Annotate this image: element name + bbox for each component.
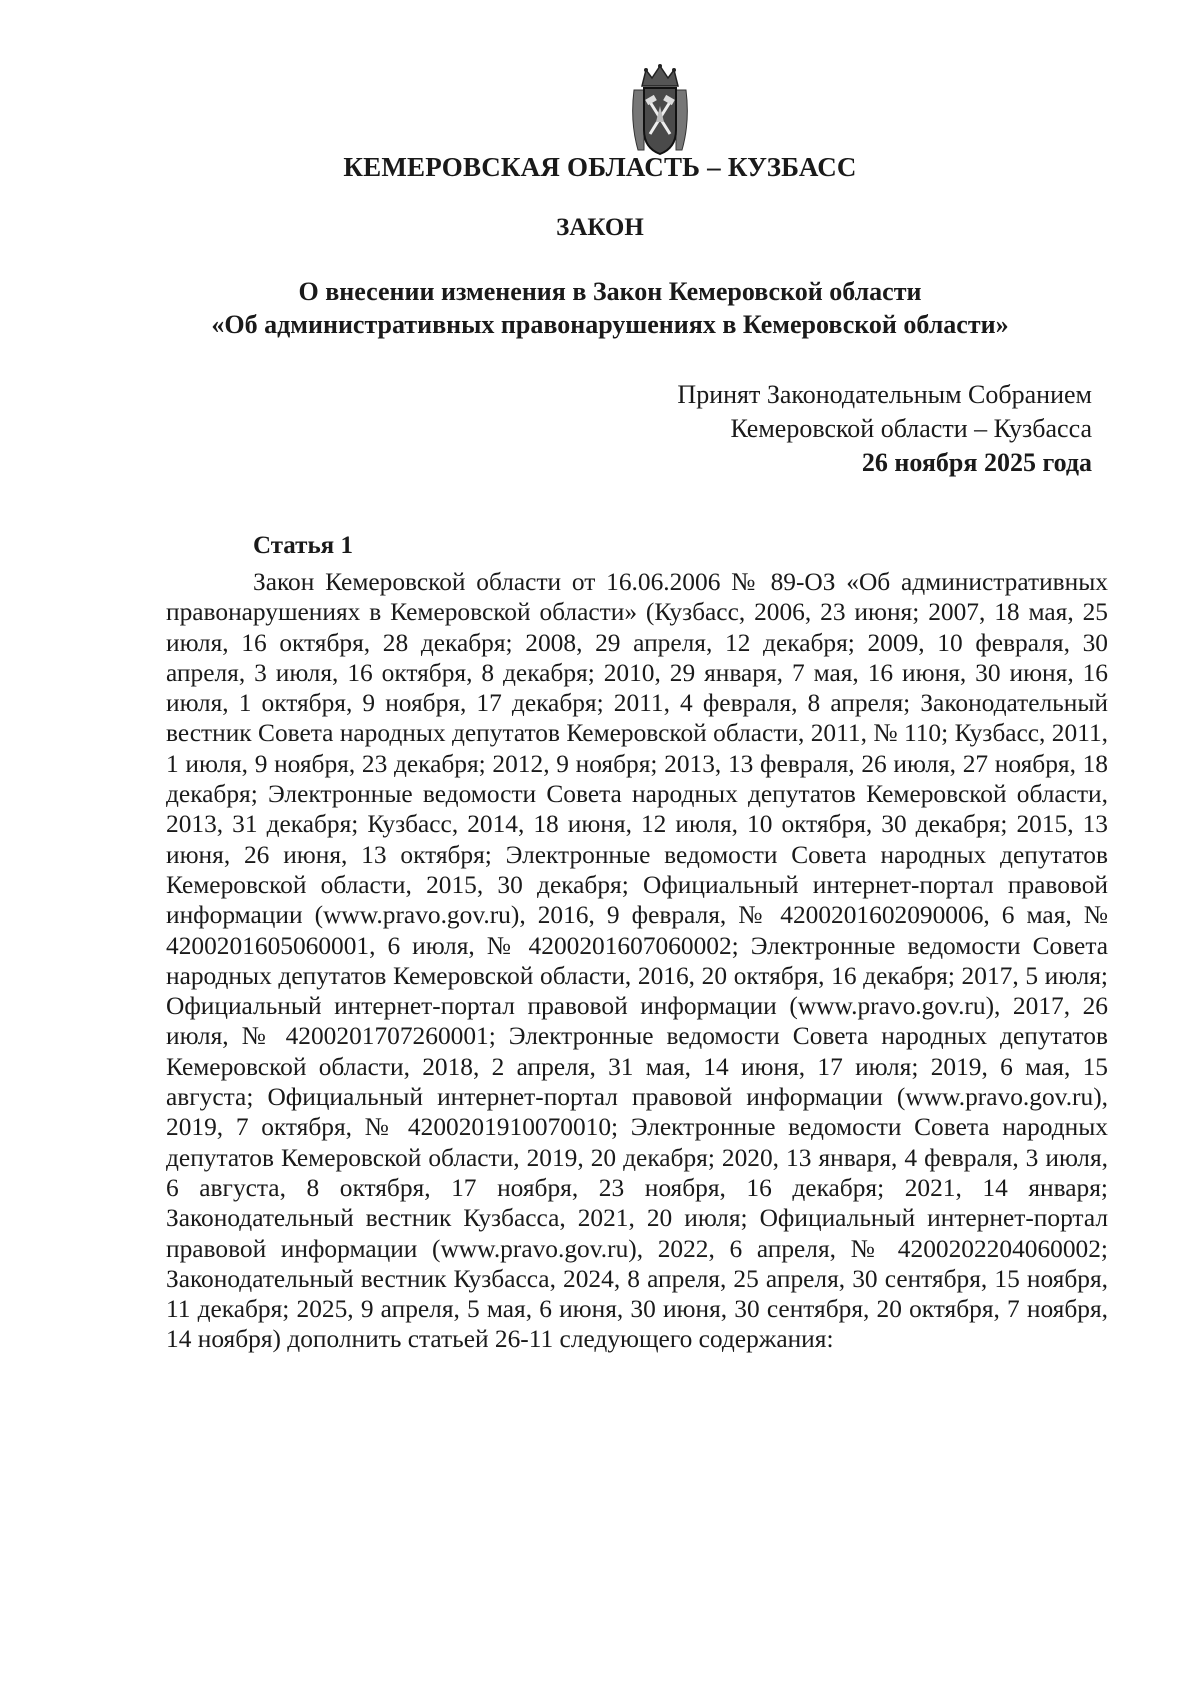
coat-of-arms-icon: [628, 62, 692, 158]
adoption-line-2: Кемеровской области – Кузбасса: [730, 414, 1092, 443]
law-title-line-1: О внесении изменения в Закон Кемеровской области: [298, 277, 922, 306]
law-title-line-2: «Об административных правонарушениях в Кемеровской области»: [211, 310, 1009, 339]
law-title: [150, 275, 1070, 341]
article-heading: Статья 1: [253, 532, 353, 559]
region-title: КЕМЕРОВСКАЯ ОБЛАСТЬ – КУЗБАСС: [343, 152, 857, 182]
adoption-date: 26 ноября 2025 года: [861, 448, 1092, 477]
article-body-text: Закон Кемеровской области от 16.06.2006 № 89-ОЗ «Об административных правонарушениях в Кемеровской области» (Кузбасс, 2006, 23 июня; 2007, 18 мая, 25 июля, 16 октября, 28 декабря; 2008, 29 апреля, 12 декабря; 2009, 10 февраля, 30 апреля, 3 июля, 16 октября, 8 декабря; 2010, 29 января, 7 мая, 16 июня, 30 июня, 16 июля, 1 октября, 9 ноября, 17 декабря; 2011, 4 февраля, 8 апреля; Законодательный вестник Совета народных депутатов Кемеровской области, 2011, № 110; Кузбасс, 2011, 1 июля, 9 ноября, 23 декабря; 2012, 9 ноября; 2013, 13 февраля, 26 июля, 27 ноября, 18 декабря; Электронные ведомости Совета народных депутатов Кемеровской области, 2013, 31 декабря; Кузбасс, 2014, 18 июня, 12 июля, 10 октября, 30 декабря; 2015, 13 июня, 26 июня, 13 октября; Электронные ведомости Совета народных депутатов Кемеровской области, 2015, 30 декабря; Официальный интернет-портал правовой информации (www.pravo.gov.ru), 2016, 9 февраля, № 4200201602090006, 6 мая, № 4200201605060001, 6 июля, № 4200201607060002; Электронные ведомости Совета народных депутатов Кемеровской области, 2016, 20 октября, 16 декабря; 2017, 5 июля; Официальный интернет-портал правовой информации (www.pravo.gov.ru), 2017, 26 июля, № 4200201707260001; Электронные ведомости Совета народных депутатов Кемеровской области, 2018, 2 апреля, 31 мая, 14 июня, 17 июля; 2019, 6 мая, 15 августа; Официальный интернет-портал правовой информации (www.pravo.gov.ru), 2019, 7 октября, № 4200201910070010; Электронные ведомости Совета народных депутатов Кемеровской области, 2019, 20 декабря; 2020, 13 января, 4 февраля, 3 июля, 6 августа, 8 октября, 17 ноября, 23 ноября, 16 декабря; 2021, 14 января; Законодательный вестник Кузбасса, 2021, 20 июля; Официальный интернет-портал правовой информации (www.pravo.gov.ru), 2022, 6 апреля, № 4200202204060002; Законодательный вестник Кузбасса, 2024, 8 апреля, 25 апреля, 30 сентября, 15 ноября, 11 декабря; 2025, 9 апреля, 5 мая, 6 июня, 30 июня, 30 сентября, 20 октября, 7 ноября, 14 ноября) дополнить статьей 26-11 следующего содержания:: [166, 568, 1108, 1354]
adoption-line-1: Принят Законодательным Собранием: [677, 380, 1092, 409]
document-type: ЗАКОН: [556, 214, 644, 241]
adoption-block: [677, 378, 1092, 480]
